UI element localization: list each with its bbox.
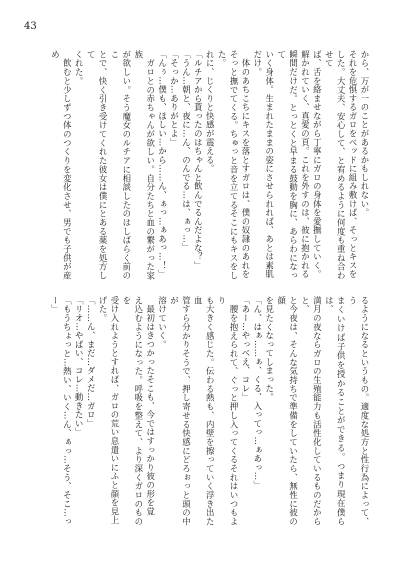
upper-text-tier bbox=[26, 50, 370, 280]
lower-tier-line: を見たくなってしまった。 bbox=[264, 296, 275, 402]
upper-tier-line: れに、じくりと快感が震える。 bbox=[205, 50, 216, 174]
upper-tier-line: 瞬間だけだ。とっとくと早まる鼓動を胸に、あらわになって bbox=[276, 50, 299, 280]
upper-tier-line: から、万が一のことがあるかもしれない。 bbox=[360, 50, 370, 218]
lower-tier-line: 満月の夜ならガロの生殖能力も活性化しているものだからと、 bbox=[300, 296, 323, 526]
lower-tier-line: と今夜は、そんな気持ちで準備をしていたら、無性に彼の顔 bbox=[276, 296, 299, 526]
lower-tier-line: 「……ん、まだ…ダメだ…ガロ」 bbox=[86, 296, 97, 428]
lower-tier-line: 管すら分かりそうで、押し寄せる快感にどろぉっと頭の中が bbox=[169, 296, 192, 526]
lower-tier-line: 「あー…やっべえ、コレ」 bbox=[240, 296, 251, 402]
lower-tier-line: まくいけば子供を授かることができる。つまり現在僕らは、 bbox=[324, 296, 347, 526]
lower-tier-line: も大きく感じた。伝わる熱も、内壁を擦っていく浮き出た血 bbox=[193, 296, 216, 526]
lower-tier-line: げた。 bbox=[98, 296, 109, 323]
upper-tier-line: それを危惧するガロをベッドに組み敷けば、そっとキスを bbox=[348, 50, 359, 279]
upper-tier-line: 体のあちこちにキスを落とすガロは、僕の奴隷のあれを bbox=[240, 50, 251, 279]
lower-tier-line: 腰を抱えられて、ぐっと押し入ってくるそれはいつもより bbox=[217, 296, 240, 526]
page-number: 43 bbox=[24, 21, 37, 32]
lower-tier-line: 最初はきつかったそこも、今ではすっかり彼の形を覚 bbox=[145, 296, 156, 516]
upper-tier-line: とで、快く引き受けてくれた彼女は僕にとある薬を処方して bbox=[86, 50, 109, 280]
upper-tier-line: 「そっか…ありがとよ」 bbox=[169, 50, 180, 147]
lower-tier-line: 「ん、はぁ……ぁ、くる、入ってっ…ぁあっ…」 bbox=[252, 296, 263, 490]
lower-tier-line: 「もうちょっと…熱い、いく…ん、ぁっ…そう、そこ…っー」 bbox=[50, 296, 73, 526]
upper-tier-line: 解かれていく、真愛の頁。これを外すのは、彼に抱かれる bbox=[300, 50, 311, 279]
upper-tier-line: 飲むと少しずつ体のつくりを変化させ、男でも子供が産め bbox=[50, 50, 73, 280]
lower-tier-line: 受け入れようとすれば、ガロの荒い息遣いにふと顔を見上 bbox=[109, 296, 120, 525]
lower-text-tier bbox=[26, 296, 370, 526]
upper-tier-line: ガロとの赤ちゃんが欲しい。自分たちと血の繋がった家族 bbox=[133, 50, 156, 280]
upper-tier-line: くれた。 bbox=[74, 50, 85, 86]
upper-tier-line: そっと撫でてくる。ちゅっと音を立てるそこにもキスをした。 bbox=[217, 50, 240, 280]
lower-tier-line: 「リオ…やばい、コレ…動きたい」 bbox=[74, 296, 85, 437]
upper-tier-line: 「ルチアから貰ったのはちゃんと飲んでるんだよな？」 bbox=[193, 50, 204, 270]
upper-tier-line: だけ。 bbox=[252, 50, 263, 77]
lower-tier-line: え込むようになった。呼吸を整えて、より深くガロのものを bbox=[121, 296, 144, 526]
upper-tier-line: 「んぅ…僕も、ほしい…から……ん、ぁっ…ぁあっ…！」 bbox=[157, 50, 168, 279]
upper-tier-line: した。大丈夫、安心して、と宥めるように何度も重ね合わせて bbox=[324, 50, 347, 280]
lower-tier-line: 溶けていく。 bbox=[157, 296, 168, 349]
upper-tier-line: 「うん…朝と、夜に…ん、のんでる…は、ぁっ…」 bbox=[181, 50, 192, 253]
upper-tier-line: ば、舌を絡ませながら丁寧にガロの身体を愛撫していく。 bbox=[312, 50, 323, 279]
upper-tier-line: いく身体。生まれたままの姿にさせられれば、あとは素肌 bbox=[264, 50, 275, 279]
upper-tier-line: が欲しい。そう魔女のルチアに相談したのはしばらく前のこ bbox=[109, 50, 132, 280]
lower-tier-line: るようになるというもの。適度な処方と性行為によって、う bbox=[348, 296, 370, 526]
